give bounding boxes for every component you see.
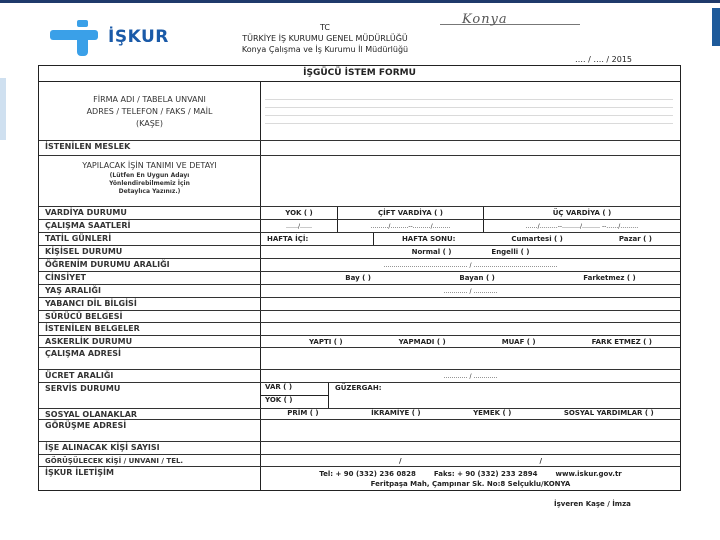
row-sosyal — [39, 409, 680, 420]
row-firma — [39, 82, 680, 141]
vardiya-cift[interactable]: ÇİFT VARDİYA ( ) — [338, 207, 484, 219]
surucu-label: SÜRÜCÜ BELGESİ — [39, 311, 261, 322]
row-ucret — [39, 370, 680, 383]
form-title: İŞGÜCÜ İSTEM FORMU — [39, 66, 680, 82]
konya-logo: Konya — [462, 12, 508, 27]
row-ogrenim — [39, 259, 680, 272]
dotted-line: …………………………………………………………………………………………………………………………………………………………………………………… — [265, 103, 673, 110]
dotted-line: …………………………………………………………………………………………………………………………………………………………………………………… — [265, 119, 673, 126]
vardiya-yok[interactable]: YOK ( ) — [261, 207, 338, 219]
ogrenim-field[interactable]: …………………………………… / …………………………………… — [383, 261, 558, 269]
engelli-option[interactable]: Engelli ( ) — [491, 248, 530, 256]
row-yas — [39, 285, 680, 298]
saatler-3[interactable]: ……/………--………/……… --……/……… — [525, 222, 639, 230]
kisi-sayisi-field[interactable] — [261, 442, 680, 454]
row-gorusulecek — [39, 455, 680, 467]
row-vardiya — [39, 207, 680, 220]
brand-name: İŞKUR — [108, 27, 169, 47]
cumartesi-option[interactable]: Cumartesi ( ) — [511, 235, 563, 243]
yapilacak-field[interactable] — [261, 156, 680, 206]
row-servis — [39, 383, 680, 409]
iletisim-label: İŞKUR İLETİŞİM — [39, 467, 261, 490]
iskur-tel: Tel: + 90 (332) 236 0828 — [319, 469, 416, 478]
dotted-line: …………………………………………………………………………………………………………………………………………………………………………………… — [265, 111, 673, 118]
iskur-faks: Faks: + 90 (332) 233 2894 — [433, 469, 538, 478]
row-iletisim — [39, 467, 680, 490]
top-border — [0, 0, 720, 3]
meslek-label: İSTENİLEN MESLEK — [39, 141, 261, 155]
row-belgeler — [39, 323, 680, 336]
gorusme-adresi-field[interactable] — [261, 420, 680, 441]
hafta-ici[interactable]: HAFTA İÇİ: — [261, 233, 374, 245]
bayan-option[interactable]: Bayan ( ) — [459, 274, 495, 282]
row-calisma-adresi — [39, 348, 680, 370]
ogrenim-label: ÖĞRENİM DURUMU ARALIĞI — [39, 259, 261, 271]
yas-field[interactable]: ………… / ………… — [443, 287, 498, 295]
sosyal-yardimlar-option[interactable]: SOSYAL YARDIMLAR ( ) — [563, 409, 654, 417]
saatler-1[interactable]: ……/…… — [261, 220, 338, 232]
iskur-web-link[interactable]: www.iskur.gov.tr — [555, 469, 622, 478]
tatil-label: TATİL GÜNLERİ — [39, 233, 261, 245]
iskur-address: Feritpaşa Mah, Çampınar Sk. No:8 Selçuklu/KONYA — [370, 479, 571, 488]
row-yapilacak — [39, 156, 680, 207]
ikramiye-option[interactable]: İKRAMİYE ( ) — [371, 409, 421, 417]
fark-etmez-option[interactable]: FARK ETMEZ ( ) — [591, 337, 652, 346]
servis-label: SERVİS DURUMU — [39, 383, 261, 408]
firma-label-1: FİRMA ADI / TABELA UNVANI — [93, 95, 206, 104]
org-line2: Konya Çalışma ve İş Kurumu İl Müdürlüğü — [241, 45, 409, 54]
gorusme-adresi-label: GÖRÜŞME ADRESİ — [39, 420, 261, 441]
pazar-option[interactable]: Pazar ( ) — [618, 235, 653, 243]
yapmadi-option[interactable]: YAPMADI ( ) — [398, 337, 446, 346]
row-askerlik — [39, 336, 680, 348]
yapti-option[interactable]: YAPTI ( ) — [309, 337, 343, 346]
side-accent — [712, 8, 720, 46]
yas-label: YAŞ ARALIĞI — [39, 285, 261, 297]
form-table — [38, 65, 681, 491]
vardiya-label: VARDİYA DURUMU — [39, 207, 261, 219]
muaf-option[interactable]: MUAF ( ) — [501, 337, 536, 346]
sosyal-label: SOSYAL OLANAKLAR — [39, 409, 261, 419]
prim-option[interactable]: PRİM ( ) — [287, 409, 319, 417]
saatler-2[interactable]: ………/………--………/……… — [338, 220, 484, 232]
side-accent-left — [0, 78, 6, 140]
separator: / — [398, 456, 402, 465]
organization — [205, 22, 445, 55]
ucret-field[interactable]: ………… / ………… — [443, 372, 498, 380]
askerlik-label: ASKERLİK DURUMU — [39, 336, 261, 347]
yapilacak-label: YAPILACAK İŞİN TANIMI VE DETAYI — [82, 161, 217, 170]
saatler-label: ÇALIŞMA SAATLERİ — [39, 220, 261, 232]
belgeler-label: İSTENİLEN BELGELER — [39, 323, 261, 335]
firma-label-3: (KAŞE) — [136, 119, 163, 128]
calisma-adresi-label: ÇALIŞMA ADRESİ — [39, 348, 261, 369]
signature-label: İşveren Kaşe / İmza — [554, 500, 631, 508]
kisi-sayisi-label: İŞE ALINACAK KİŞİ SAYISI — [39, 442, 261, 454]
hafta-sonu: HAFTA SONU: — [401, 235, 456, 243]
cinsiyet-label: CİNSİYET — [39, 272, 261, 284]
vardiya-uc[interactable]: ÜÇ VARDİYA ( ) — [552, 209, 612, 217]
row-surucu — [39, 311, 680, 323]
guzergah-field[interactable]: GÜZERGAH: — [335, 384, 382, 392]
servis-var-option[interactable]: VAR ( ) — [261, 383, 328, 396]
calisma-adresi-field[interactable] — [261, 348, 680, 369]
ucret-label: ÜCRET ARALIĞI — [39, 370, 261, 382]
firma-field[interactable] — [261, 82, 680, 140]
form-date: …. / …. / 2015 — [575, 55, 633, 64]
separator: / — [539, 456, 543, 465]
servis-yok-option[interactable]: YOK ( ) — [265, 396, 293, 404]
kisisel-label: KİŞİSEL DURUMU — [39, 246, 261, 258]
surucu-field[interactable] — [261, 311, 680, 322]
row-kisisel — [39, 246, 680, 259]
meslek-field[interactable] — [261, 141, 680, 155]
row-tatil — [39, 233, 680, 246]
bay-option[interactable]: Bay ( ) — [345, 274, 371, 282]
row-cinsiyet — [39, 272, 680, 285]
firma-label-2: ADRES / TELEFON / FAKS / MAİL — [86, 107, 213, 116]
konya-logo-line — [440, 24, 580, 25]
dotted-line: …………………………………………………………………………………………………………………………………………………………………………………… — [265, 95, 673, 102]
normal-option[interactable]: Normal ( ) — [411, 248, 452, 256]
yemek-option[interactable]: YEMEK ( ) — [473, 409, 512, 417]
gorusulecek-label: GÖRÜŞÜLECEK KİŞİ / UNVANI / TEL. — [39, 455, 261, 466]
belgeler-field[interactable] — [261, 323, 680, 335]
org-tc: TC — [319, 23, 330, 32]
iskur-logo-icon — [50, 16, 100, 56]
farketmez-option[interactable]: Farketmez ( ) — [583, 274, 636, 282]
row-kisi-sayisi — [39, 442, 680, 455]
row-dil — [39, 298, 680, 311]
row-meslek — [39, 141, 680, 156]
row-saatler — [39, 220, 680, 233]
row-gorusme-adresi — [39, 420, 680, 442]
dil-field[interactable] — [261, 298, 680, 310]
dil-label: YABANCI DİL BİLGİSİ — [39, 298, 261, 310]
org-line1: TÜRKİYE İŞ KURUMU GENEL MÜDÜRLÜĞÜ — [242, 34, 408, 43]
yapilacak-note: (Lütfen En Uygun Adayı Yönlendirebilmemiz İçin Detaylıca Yazınız.) — [109, 172, 190, 195]
